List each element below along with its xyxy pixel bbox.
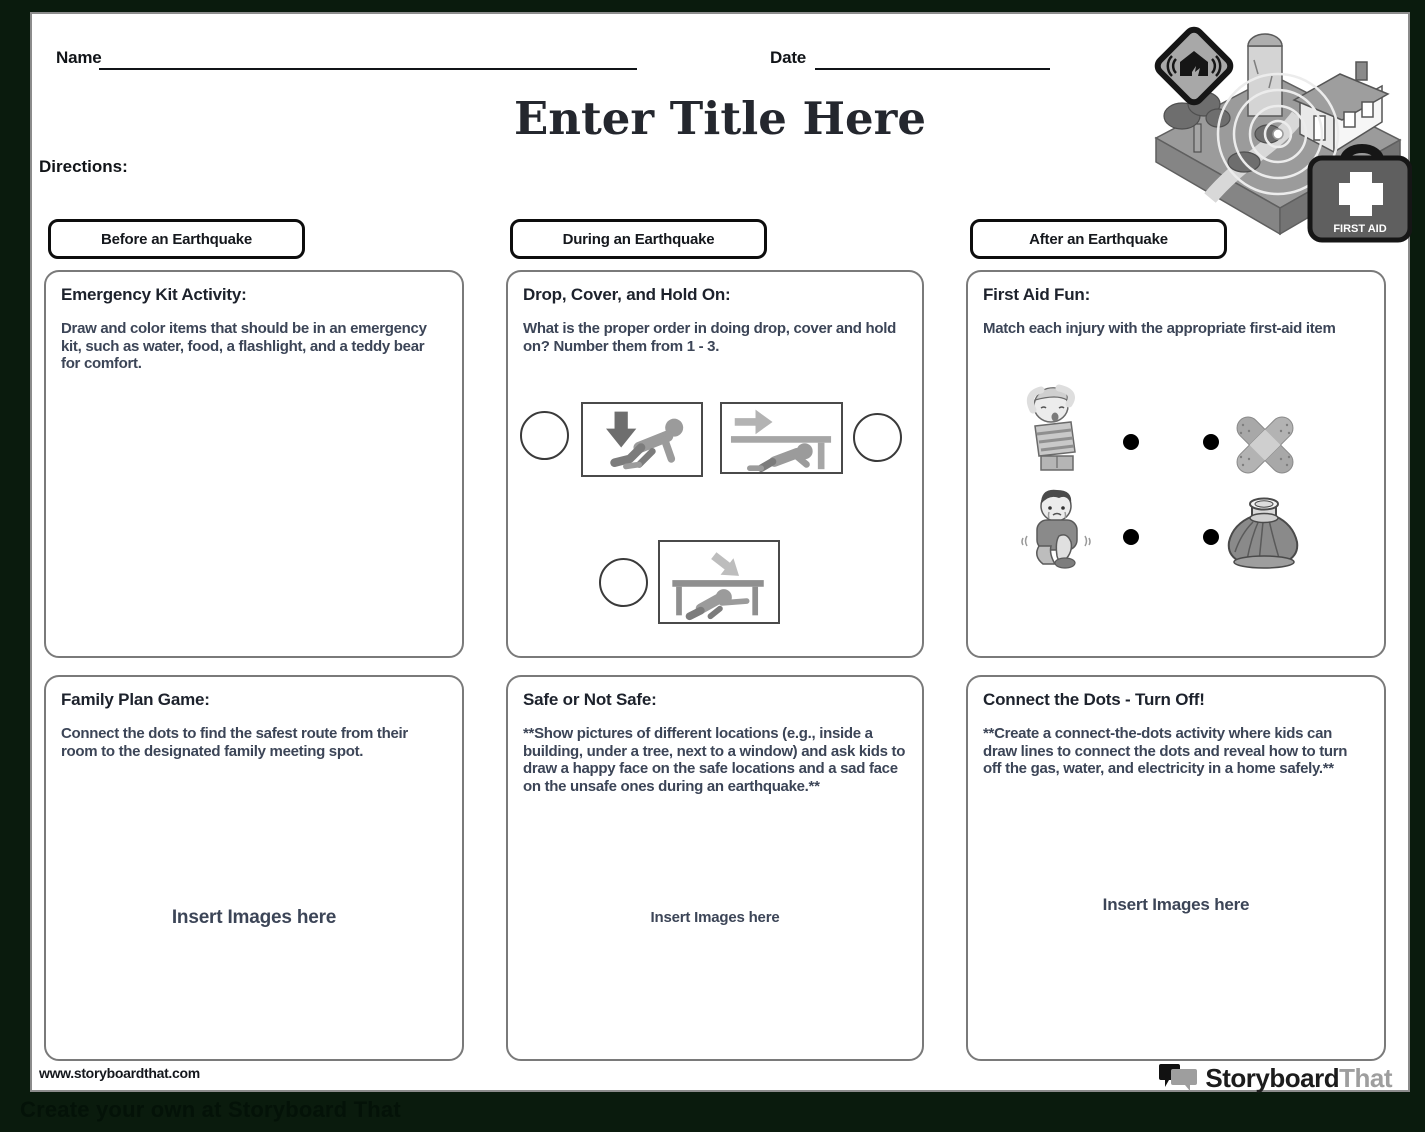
earthquake-scene-illustration	[1148, 16, 1412, 248]
panel-body: **Create a connect-the-dots activity where kids can draw lines to connect the dots and reveal how to turn off the gas, water, and electricity in a home safely.**	[983, 725, 1348, 778]
speech-bubbles-icon	[1159, 1060, 1199, 1096]
tab-during-earthquake: During an Earthquake	[510, 219, 767, 259]
panel-family-plan-game	[44, 675, 464, 1061]
match-dot	[1123, 529, 1139, 545]
logo-wordmark: StoryboardThat	[1205, 1062, 1392, 1093]
storyboardthat-logo	[1159, 1060, 1392, 1096]
panel-heading: Drop, Cover, and Hold On:	[523, 285, 731, 304]
hold-on-icon	[660, 542, 778, 622]
panel-heading: Connect the Dots - Turn Off!	[983, 690, 1205, 709]
date-line	[815, 68, 1050, 70]
crossed-bandages	[1225, 407, 1305, 484]
drop-icon	[583, 404, 701, 475]
head-injury-kid	[1011, 380, 1095, 472]
panel-connect-the-dots	[966, 675, 1386, 1061]
panel-emergency-kit	[44, 270, 464, 658]
name-label: Name	[56, 48, 102, 67]
worksheet-page	[30, 12, 1410, 1092]
drop-image-box	[581, 402, 703, 477]
panel-heading: First Aid Fun:	[983, 285, 1091, 304]
panel-body: **Show pictures of different locations (e.g., inside a building, under a tree, next to a window) and ask kids to draw a happy face on the safe locations and a sad face on the unsafe ones during an earthquake.**	[523, 725, 906, 796]
panel-body: Connect the dots to find the safest route from their room to the designated family meeting spot.	[61, 725, 408, 760]
footer-url: www.storyboardthat.com	[39, 1065, 200, 1081]
ice-pack	[1223, 494, 1303, 570]
first-aid-label: FIRST AID	[1333, 223, 1387, 235]
page-title: Enter Title Here	[513, 92, 927, 145]
insert-images-placeholder: Insert Images here	[1102, 895, 1250, 914]
answer-circle-2	[853, 413, 902, 462]
panel-safe-or-not-safe	[506, 675, 924, 1061]
leg-injury-kid	[1015, 484, 1098, 570]
hold-on-image-box	[658, 540, 780, 624]
cover-icon	[722, 404, 841, 472]
answer-circle-1	[520, 411, 569, 460]
panel-body: Match each injury with the appropriate first-aid item	[983, 320, 1336, 337]
match-dot	[1123, 434, 1139, 450]
first-aid-kit	[1310, 149, 1410, 241]
panel-heading: Family Plan Game:	[61, 690, 210, 709]
answer-circle-3	[599, 558, 648, 607]
match-dot	[1203, 434, 1219, 450]
directions-label: Directions:	[39, 157, 128, 176]
panel-body: Draw and color items that should be in an emergency kit, such as water, food, a flashlight, and a teddy bear for comfort.	[61, 320, 427, 373]
earthquake-warning-sign	[1154, 26, 1233, 105]
panel-heading: Emergency Kit Activity:	[61, 285, 247, 304]
tab-after-earthquake: After an Earthquake	[970, 219, 1227, 259]
insert-images-placeholder: Insert Images here	[650, 909, 780, 926]
panel-drop-cover-hold	[506, 270, 924, 658]
insert-images-placeholder: Insert Images here	[171, 907, 337, 928]
panel-first-aid-fun	[966, 270, 1386, 658]
watermark-text: Create your own at Storyboard That	[20, 1097, 401, 1122]
tab-before-earthquake: Before an Earthquake	[48, 219, 305, 259]
name-line	[99, 68, 637, 70]
date-label: Date	[770, 48, 807, 67]
match-dot	[1203, 529, 1219, 545]
panel-body: What is the proper order in doing drop, cover and hold on? Number them from 1 - 3.	[523, 320, 896, 355]
cover-image-box	[720, 402, 843, 474]
panel-heading: Safe or Not Safe:	[523, 690, 657, 709]
